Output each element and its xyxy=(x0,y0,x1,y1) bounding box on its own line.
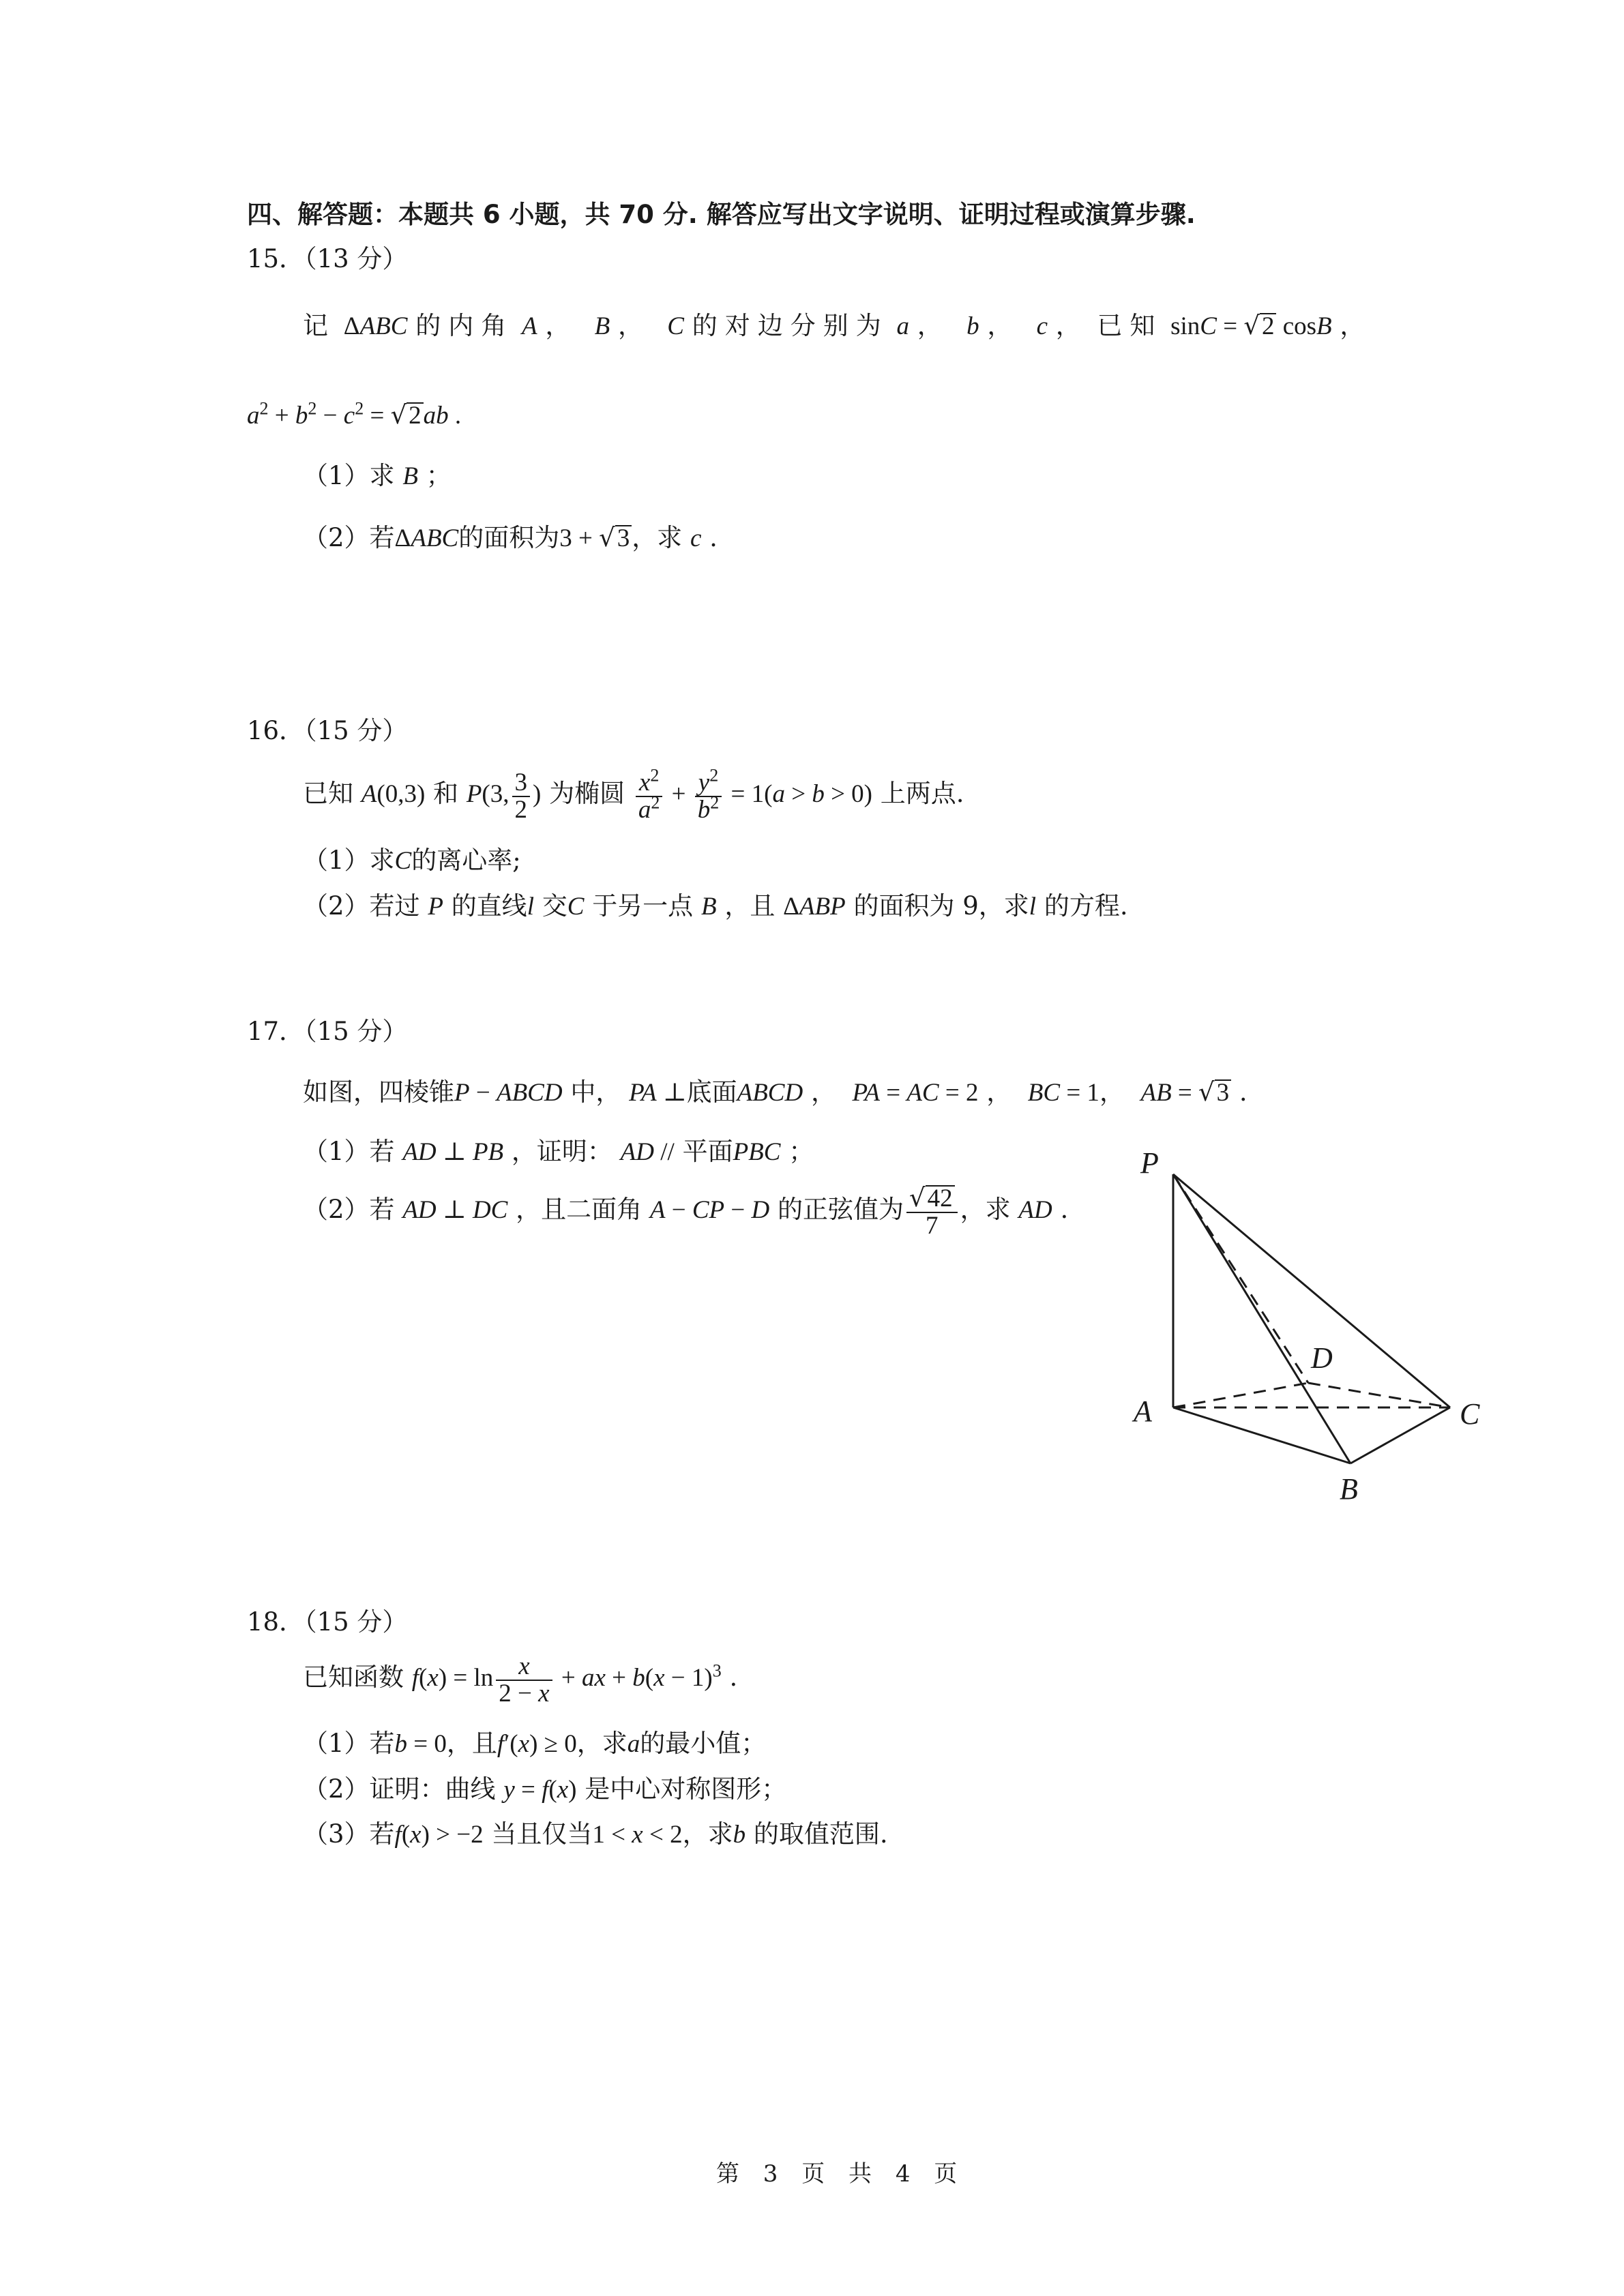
q15-statement-line2: $a^2 + b^2 - c^2 = √2ab$ . xyxy=(247,398,462,430)
edge-PB xyxy=(1173,1174,1350,1463)
edge-AB xyxy=(1173,1407,1350,1463)
edge-BC xyxy=(1350,1407,1450,1463)
edge-DC xyxy=(1308,1383,1450,1407)
q17-part2: （2）若 AD ⊥ DC ，且二面角 A − CP − D 的正弦值为 $\frac{√42}{7}$ ，求 AD . xyxy=(303,1183,1069,1240)
q17-statement: 如图，四棱锥P − ABCD 中， PA ⊥底面ABCD ， PA = AC = 2 ， BC = 1， AB = √3 . xyxy=(303,1077,1247,1107)
q15-part2: （2）若ΔABC的面积为3 + √3，求 c . xyxy=(303,523,718,552)
q16-heading: 16．（15 分） xyxy=(247,716,408,745)
q18-part3: （3）若f(x) > −2 当且仅当1 < x < 2，求b 的取值范围. xyxy=(303,1819,888,1849)
q16-part1: （1）求C的离心率; xyxy=(303,846,521,875)
q18-part1: （1）若b = 0，且f′(x) ≥ 0，求a的最小值； xyxy=(303,1729,767,1758)
q17-part1: （1）若 AD ⊥ PB ，证明： AD // 平面PBC ； xyxy=(303,1137,814,1166)
edge-AD xyxy=(1173,1383,1308,1407)
q16-statement: 已知 A(0,3) 和 P(3, $\frac{3}{2}$ ) 为椭圆 $\frac{x^2}{a^2}$ + $\frac{y^2}{b^2}$ = 1(a > b > 0) 上两点. xyxy=(303,765,964,824)
label-A: A xyxy=(1134,1395,1152,1428)
q16-part2: （2）若过 P 的直线l 交C 于另一点 B ，且 ΔABP 的面积为 9，求l 的方程. xyxy=(303,891,1128,921)
label-B: B xyxy=(1340,1472,1358,1506)
q15-part1: （1）求 B ； xyxy=(303,461,452,490)
page-footer: 第 3 页 共 4 页 xyxy=(716,2160,966,2188)
label-D: D xyxy=(1311,1341,1333,1375)
q15-heading: 15．（13 分） xyxy=(247,244,408,273)
q18-part2: （2）证明：曲线 y = f(x) 是中心对称图形； xyxy=(303,1774,787,1804)
q18-statement: 已知函数 f(x) = ln $\frac{x}{2 - x}$ + ax + $b(x - 1)^3$ . xyxy=(303,1652,738,1708)
q18-heading: 18．（15 分） xyxy=(247,1607,408,1637)
pyramid-figure xyxy=(1112,1132,1494,1527)
label-C: C xyxy=(1460,1397,1480,1431)
q17-heading: 17．（15 分） xyxy=(247,1017,408,1046)
section-title: 四、解答题：本题共 6 小题，共 70 分. 解答应写出文字说明、证明过程或演算步骤. xyxy=(247,200,1196,229)
q15-statement-line1: 记 ΔABC 的内角 A ， B ， C 的对边分别为 a ， b ， c ， 已知 sinC = √2 cosB ， xyxy=(303,311,1365,340)
label-P: P xyxy=(1140,1146,1159,1180)
